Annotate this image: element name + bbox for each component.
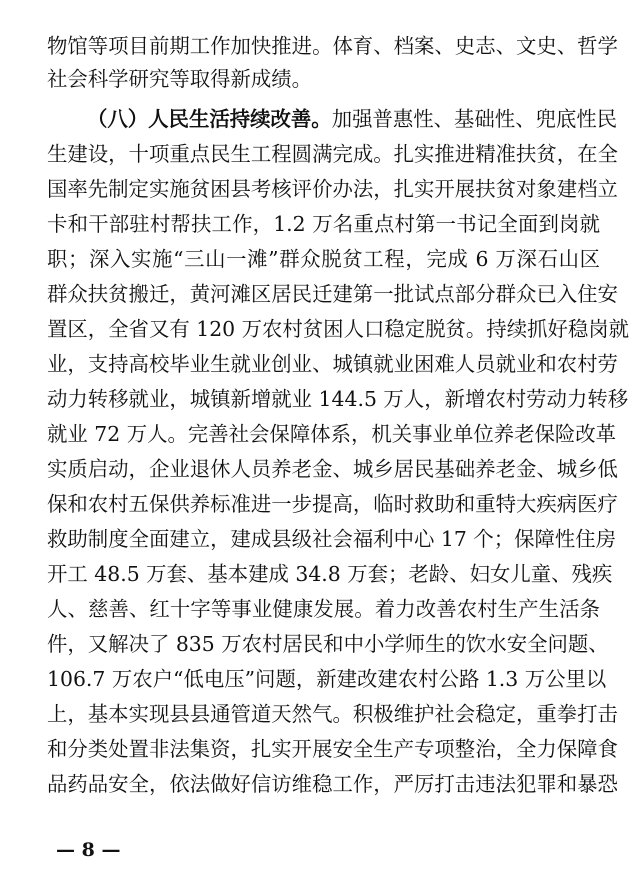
paragraph-line: 件，又解决了 835 万农村居民和中小学师生的饮水安全问题、 — [47, 632, 609, 656]
paragraph-line: 生建设，十项重点民生工程圆满完成。扎实推进精准扶贫，在全 — [47, 142, 618, 166]
paragraph-line: 救助制度全面建立，建成县级社会福利中心 17 个；保障性住房 — [47, 527, 617, 551]
paragraph-line: 国率先制定实施贫困县考核评价办法，扎实开展扶贫对象建档立 — [47, 177, 618, 201]
paragraph-line: 上，基本实现县县通管道天然气。积极维护社会稳定，重拳打击 — [47, 702, 618, 726]
paragraph-line: 和分类处置非法集资，扎实开展安全生产专项整治，全力保障食 — [47, 737, 618, 761]
paragraph-line: 106.7 万农户“低电压”问题，新建改建农村公路 1.3 万公里以 — [47, 667, 607, 691]
paragraph-line: 加强普惠性、基础性、兜底性民 — [331, 107, 618, 131]
section-heading-line — [87, 104, 618, 134]
paragraph-line: 开工 48.5 万套、基本建成 34.8 万套；老龄、妇女儿童、残疾 — [47, 562, 613, 586]
paragraph-line: 品药品安全，依法做好信访维稳工作，严厉打击违法犯罪和暴恐 — [47, 772, 618, 796]
page-number: — 8 — — [56, 839, 121, 861]
paragraph-line: 就业 72 万人。完善社会保障体系，机关事业单位养老保险改革 — [47, 422, 617, 446]
paragraph-line: 卡和干部驻村帮扶工作，1.2 万名重点村第一书记全面到岗就 — [47, 212, 600, 236]
paragraph-line: 动力转移就业，城镇新增就业 144.5 万人，新增农村劳动力转移 — [47, 387, 629, 411]
section-heading: （八）人民生活持续改善。 — [87, 107, 332, 131]
paragraph-line: 置区，全省又有 120 万农村贫困人口稳定脱贫。持续抓好稳岗就 — [47, 317, 630, 341]
paragraph-line: 保和农村五保供养标准进一步提高，临时救助和重特大疾病医疗 — [47, 492, 618, 516]
paragraph-line: 群众扶贫搬迁，黄河滩区居民迁建第一批试点部分群众已入住安 — [47, 282, 618, 306]
paragraph-line: 实质启动，企业退休人员养老金、城乡居民基础养老金、城乡低 — [47, 457, 618, 481]
paragraph-line: 社会科学研究等取得新成绩。 — [47, 67, 313, 91]
paragraph-line: 业，支持高校毕业生就业创业、城镇就业困难人员就业和农村劳 — [47, 352, 618, 376]
paragraph-line: 物馆等项目前期工作加快推进。体育、档案、史志、文史、哲学 — [47, 34, 618, 58]
paragraph-line: 人、慈善、红十字等事业健康发展。着力改善农村生产生活条 — [47, 597, 600, 621]
paragraph-line: 职；深入实施“三山一滩”群众脱贫工程，完成 6 万深石山区 — [47, 247, 600, 271]
